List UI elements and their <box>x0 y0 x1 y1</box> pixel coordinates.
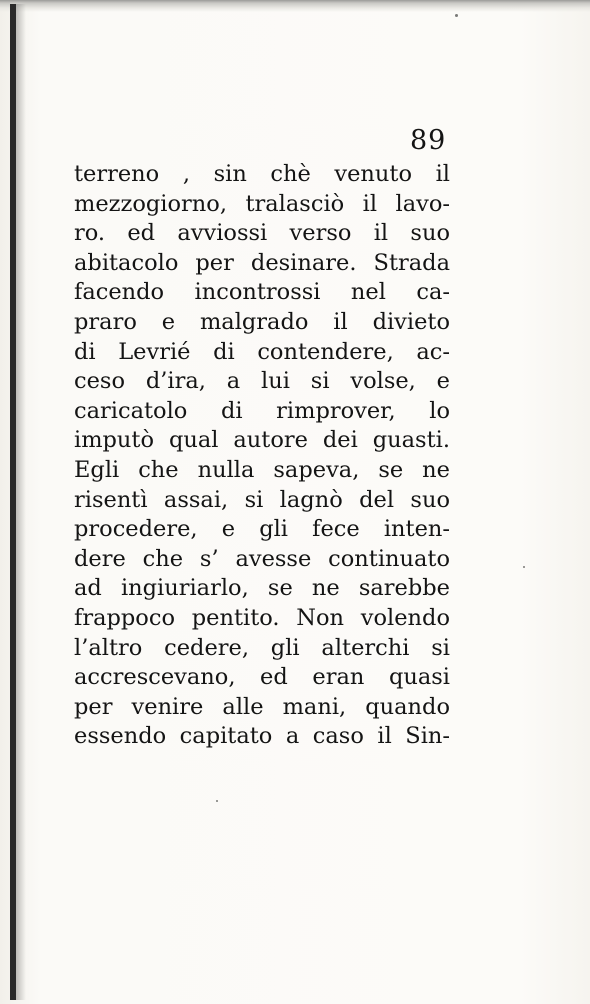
text-line: Egli che nulla sapeva, se ne <box>74 456 450 483</box>
text-line: risentì assai, si lagnò del suo <box>74 486 450 513</box>
text-line: abitacolo per desinare. Strada <box>74 249 450 276</box>
text-line: di Levrié di contendere, ac- <box>74 338 450 365</box>
text-line: procedere, e gli fece inten- <box>74 516 450 543</box>
text-line: frappoco pentito. Non volendo <box>74 604 450 631</box>
text-line: dere che s’ avesse continuato <box>74 545 450 572</box>
page-top-edge <box>0 0 590 12</box>
text-line: ad ingiuriarlo, se ne sarebbe <box>74 575 450 602</box>
text-line: mezzogiorno, tralasciò il lavo- <box>74 190 450 217</box>
paper-speck <box>455 14 458 17</box>
paper-speck <box>523 566 525 568</box>
text-line: terreno , sin chè venuto il <box>74 161 450 187</box>
body-text <box>74 160 450 752</box>
text-line: accrescevano, ed eran quasi <box>74 664 450 691</box>
text-line: praro e malgrado il divieto <box>74 308 450 335</box>
text-line: per venire alle mani, quando <box>74 693 450 720</box>
binding-shadow <box>16 4 26 1000</box>
text-line: facendo incontrossi nel ca- <box>74 279 450 306</box>
paper-speck <box>216 800 218 802</box>
text-line: essendo capitato a caso il Sin- <box>74 723 450 750</box>
text-line: ceso d’ira, a lui si volse, e <box>74 368 450 395</box>
text-line: l’altro cedere, gli alterchi si <box>74 634 450 661</box>
text-line: ro. ed avviossi verso il suo <box>74 220 450 247</box>
page-number: 89 <box>410 125 447 156</box>
text-line: caricatolo di rimprover, lo <box>74 397 450 424</box>
text-line: imputò qual autore dei guasti. <box>74 427 450 454</box>
